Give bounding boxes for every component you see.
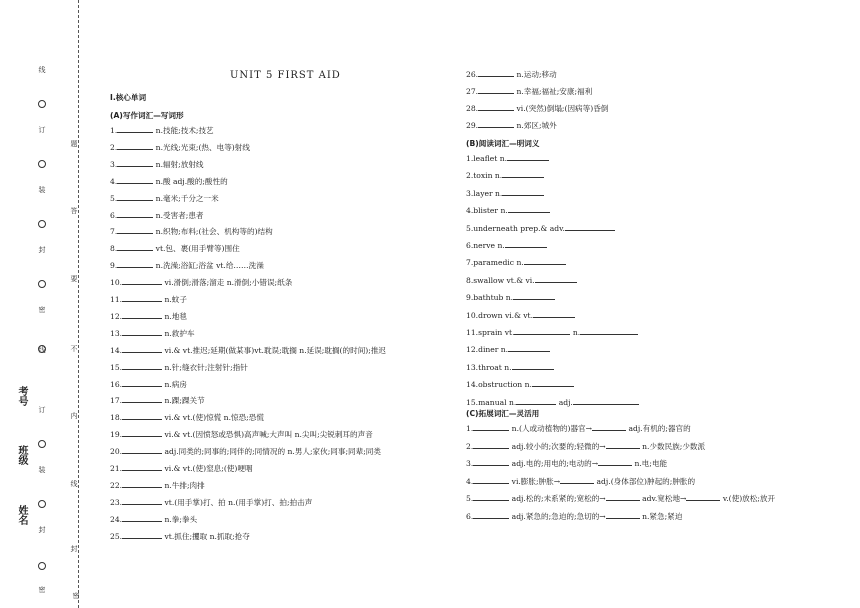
part-a-item [110, 260, 264, 271]
margin-warning-char: 要 [70, 275, 78, 282]
margin-warning-char: 封 [70, 545, 78, 552]
answer-blank[interactable] [117, 210, 153, 218]
part-a-item [110, 446, 381, 457]
item-definition: vt.包、裹(用手臂等)围住 [155, 244, 240, 254]
item-number: 18. [110, 413, 123, 423]
margin-warning-char: 不 [70, 345, 78, 352]
part-b-item [466, 170, 544, 181]
answer-blank[interactable] [606, 441, 640, 449]
item-clue: adj.紧急的;急迫的;急切的→ [511, 511, 606, 521]
item-number: 12. [110, 311, 123, 321]
item-word: 8.swallow vt.& vi. [466, 275, 535, 285]
margin-seal-char: 线 [38, 66, 46, 73]
answer-blank[interactable] [502, 170, 544, 178]
part-a-item [110, 497, 312, 508]
part-a-item [110, 480, 205, 491]
item-word: 9.bathtub n. [466, 293, 514, 303]
item-number: 13. [110, 328, 123, 338]
item-definition: vi.& vt.推迟;延期(做某事)vt.耽误;耽搁 n.延误;耽搁(的时间);推迟 [164, 345, 386, 355]
margin-warning-char: 题 [70, 140, 78, 147]
answer-blank[interactable] [505, 240, 547, 248]
item-number: 7. [110, 227, 118, 237]
part-a-item [110, 176, 228, 187]
answer-blank[interactable] [117, 260, 153, 268]
answer-blank[interactable] [122, 311, 162, 319]
part-a-heading: (A)写作词汇—写词形 [110, 111, 184, 120]
margin-seal-char: 装 [38, 186, 46, 193]
part-b-item [466, 310, 575, 321]
margin-label-name: 姓名 [16, 505, 27, 525]
answer-blank[interactable] [122, 412, 162, 420]
part-a-item [466, 69, 557, 80]
item-definition: vt.(用手掌)打、拍 n.(用手掌)打、拍;拍击声 [164, 497, 313, 507]
margin-seal-char: 线 [38, 346, 46, 353]
answer-blank[interactable] [122, 328, 162, 336]
item-clue: vi.膨胀;肿胀→ [511, 476, 561, 486]
margin-circle [38, 345, 46, 353]
item-definition: n.针;缝衣针;注射针;指针 [164, 362, 248, 372]
item-clue: adj.电的;用电的;电动的→ [511, 459, 599, 468]
item-number: 20. [110, 447, 123, 457]
margin-seal-char: 封 [38, 246, 46, 253]
item-word: 1.leaflet n. [466, 154, 508, 163]
item-clue: adj.较小的;次要的;轻微的→ [511, 441, 606, 451]
part-a-item [466, 86, 592, 97]
item-definition: n.织物;布料;(社会、机构等的)结构 [155, 227, 273, 237]
part-c-heading: (C)拓展词汇—灵活用 [466, 409, 540, 418]
item-definition: n.幸福;福祉;安康;福利 [516, 87, 593, 96]
answer-blank[interactable] [122, 446, 162, 454]
item-number: 22. [110, 480, 123, 490]
answer-blank[interactable] [117, 226, 153, 234]
part-c-item [466, 476, 695, 487]
part-a-item [110, 142, 250, 153]
answer-blank[interactable] [122, 395, 162, 403]
item-word: 3.layer n. [466, 188, 503, 198]
item-definition: adj.同类的;同事的;同伴的;同情况的 n.男人;家伙;同事;同辈;同类 [164, 447, 381, 457]
item-pos: n. [572, 328, 581, 337]
part-b-item [466, 344, 550, 355]
answer-blank[interactable] [122, 463, 162, 471]
item-definition: n.酸 adj.酸的;酸性的 [155, 176, 228, 186]
item-clue: n.少数民族;少数派 [642, 441, 706, 451]
answer-blank[interactable] [573, 397, 639, 405]
item-word: 11.sprain vt. [466, 328, 515, 337]
part-a-item [110, 125, 214, 136]
answer-blank[interactable] [533, 310, 575, 318]
answer-blank[interactable] [117, 125, 153, 133]
part-c-item [466, 458, 667, 469]
part-a-item [110, 531, 250, 542]
part-a-item [110, 311, 187, 322]
margin-seal-char: 订 [38, 406, 46, 413]
item-number: 27. [466, 87, 479, 96]
answer-blank[interactable] [478, 103, 514, 111]
part-b-item [466, 240, 547, 251]
answer-blank[interactable] [122, 379, 162, 387]
answer-blank[interactable] [560, 476, 594, 484]
part-a-item [110, 345, 386, 356]
item-number: 19. [110, 430, 123, 440]
item-definition: n.踝;踝关节 [164, 396, 205, 406]
part-a-item [110, 159, 204, 170]
answer-blank[interactable] [122, 294, 162, 302]
part-c-item [466, 493, 775, 504]
part-b-item [466, 188, 544, 199]
item-number: 3. [466, 459, 474, 468]
part-a-item [110, 226, 273, 237]
item-clue: n.紧急;紧迫 [642, 511, 683, 521]
binding-line [78, 0, 79, 608]
item-number: 1. [466, 424, 474, 433]
item-number: 4. [110, 176, 118, 186]
margin-circle [38, 440, 46, 448]
part-b-item [466, 397, 639, 408]
margin-circle [38, 280, 46, 288]
part-a-item [110, 277, 292, 288]
answer-blank[interactable] [580, 327, 638, 335]
answer-blank[interactable] [592, 423, 626, 431]
answer-blank[interactable] [513, 292, 555, 300]
part-a-item [110, 193, 219, 204]
part-b-item [466, 205, 550, 216]
answer-blank[interactable] [478, 120, 514, 128]
item-word: 4.blister n. [466, 206, 508, 216]
item-pos: adj. [558, 397, 573, 407]
item-definition: n.光线;光束;(热、电等)射线 [155, 142, 250, 152]
answer-blank[interactable] [478, 69, 514, 77]
item-clue: adj.有机的;器官的 [628, 424, 691, 433]
item-word: 10.drown vi.& vt. [466, 310, 534, 320]
part-a-item [466, 103, 608, 114]
item-number: 24. [110, 514, 123, 524]
item-definition: n.辐射;放射线 [155, 159, 204, 169]
answer-blank[interactable] [606, 493, 640, 501]
item-definition: n.技能;技术;技艺 [155, 126, 214, 135]
item-definition: n.蚊子 [164, 295, 187, 304]
item-number: 9. [110, 261, 118, 271]
item-word: 7.paramedic n. [466, 258, 524, 268]
answer-blank[interactable] [516, 397, 556, 405]
part-b-item [466, 153, 549, 164]
margin-seal-char: 装 [38, 466, 46, 473]
part-a-item [466, 120, 557, 131]
section-heading: Ⅰ.核心单词 [110, 93, 147, 102]
part-a-item [110, 395, 205, 406]
part-a-item [110, 379, 187, 390]
margin-circle [38, 160, 46, 168]
answer-blank[interactable] [122, 497, 162, 505]
part-a-item [110, 210, 204, 221]
item-definition: vi.(突然)倒塌;(因病等)昏倒 [516, 104, 609, 113]
item-definition: vt.抓住;攫取 n.抓取;抢夺 [164, 531, 250, 541]
item-number: 17. [110, 396, 123, 406]
item-word: 15.manual n. [466, 397, 517, 407]
margin-seal-char: 密 [38, 586, 46, 593]
part-a-item [110, 294, 187, 305]
item-definition: n.拳;拳头 [164, 514, 198, 524]
item-clue: n.(人或动植物的)器官→ [511, 424, 593, 433]
item-clue: n.电;电能 [634, 459, 668, 468]
answer-blank[interactable] [473, 441, 509, 449]
answer-blank[interactable] [122, 429, 162, 437]
answer-blank[interactable] [508, 344, 550, 352]
item-definition: vi.& vt.(因愤怒或恐惧)高声喊;大声叫 n.尖叫;尖锐刺耳的声音 [164, 430, 373, 440]
part-b-item [466, 257, 566, 268]
answer-blank[interactable] [565, 223, 615, 231]
answer-blank[interactable] [122, 345, 162, 353]
margin-circle [38, 220, 46, 228]
part-b-item [466, 379, 574, 390]
margin-circle [38, 562, 46, 570]
part-b-item [466, 362, 554, 373]
item-number: 2. [110, 142, 118, 152]
part-a-item [110, 429, 373, 440]
answer-blank[interactable] [532, 379, 574, 387]
part-a-item [110, 514, 197, 525]
answer-blank[interactable] [117, 193, 153, 201]
answer-blank[interactable] [535, 275, 577, 283]
answer-blank[interactable] [514, 327, 570, 335]
part-a-item [110, 243, 240, 254]
item-clue: adv.宽松地→ [642, 494, 687, 503]
part-c-item [466, 441, 705, 452]
item-number: 25. [110, 531, 123, 541]
item-number: 10. [110, 278, 123, 288]
answer-blank[interactable] [117, 243, 153, 251]
answer-blank[interactable] [507, 153, 549, 161]
item-definition: n.牛排;肉排 [164, 480, 205, 490]
item-definition: n.受害者;患者 [155, 210, 204, 220]
part-b-item [466, 327, 638, 338]
part-a-item [110, 463, 253, 474]
item-number: 16. [110, 379, 123, 389]
item-number: 6. [466, 511, 474, 521]
answer-blank[interactable] [606, 511, 640, 519]
answer-blank[interactable] [117, 159, 153, 167]
item-definition: vi.& vt.(使)惊慌 n.惊恐;恐慌 [164, 413, 264, 423]
item-clue: adj.(身体部位)肿起的;肿胀的 [596, 476, 696, 486]
answer-blank[interactable] [122, 362, 162, 370]
answer-blank[interactable] [122, 531, 162, 539]
part-a-item [110, 328, 195, 339]
item-definition: n.病房 [164, 379, 187, 389]
item-word: 13.throat n. [466, 362, 512, 372]
margin-seal-char: 密 [38, 306, 46, 313]
answer-blank[interactable] [598, 458, 632, 466]
margin-warning-char: 内 [70, 412, 78, 419]
part-c-item [466, 423, 691, 434]
answer-blank[interactable] [117, 176, 153, 184]
margin-warning-char: 答 [70, 207, 78, 214]
item-word: 2.toxin n. [466, 171, 503, 181]
page-title: UNIT 5 FIRST AID [230, 70, 341, 81]
margin-label-exam-no: 考号 [16, 386, 27, 406]
answer-blank[interactable] [508, 205, 550, 213]
answer-blank[interactable] [512, 362, 554, 370]
answer-blank[interactable] [524, 257, 566, 265]
item-number: 6. [110, 210, 118, 220]
margin-circle [38, 500, 46, 508]
item-number: 1. [110, 126, 118, 135]
part-b-item [466, 275, 577, 286]
part-b-heading: (B)阅读词汇—明词义 [466, 139, 540, 148]
margin-circle [38, 100, 46, 108]
item-word: 5.underneath prep.& adv. [466, 223, 565, 233]
answer-blank[interactable] [122, 277, 162, 285]
item-number: 4. [466, 476, 474, 486]
margin-seal-char: 订 [38, 126, 46, 133]
item-number: 11. [110, 295, 123, 304]
item-definition: n.毫米;千分之一米 [155, 193, 219, 203]
item-number: 26. [466, 70, 479, 79]
item-number: 3. [110, 159, 118, 169]
item-word: 12.diner n. [466, 345, 509, 355]
answer-blank[interactable] [473, 423, 509, 431]
answer-blank[interactable] [122, 514, 162, 522]
item-number: 8. [110, 244, 118, 254]
answer-blank[interactable] [502, 188, 544, 196]
item-number: 5. [110, 193, 118, 203]
answer-blank[interactable] [473, 511, 509, 519]
answer-blank[interactable] [478, 86, 514, 94]
item-number: 28. [466, 104, 479, 113]
answer-blank[interactable] [117, 142, 153, 150]
item-number: 14. [110, 345, 123, 355]
item-word: 14.obstruction n. [466, 380, 532, 390]
item-number: 2. [466, 441, 474, 451]
item-clue: v.(使)放松;放开 [722, 494, 776, 503]
margin-seal-char: 密 [72, 592, 80, 599]
answer-blank[interactable] [473, 476, 509, 484]
part-b-item [466, 292, 555, 303]
margin-label-class: 班级 [16, 445, 27, 465]
item-number: 29. [466, 121, 479, 130]
item-definition: n.洗澡;浴缸;浴盆 vt.给……洗澡 [155, 261, 264, 271]
item-definition: vi.& vt.(使)窒息;(使)哽咽 [164, 464, 253, 473]
margin-warning-char: 线 [70, 480, 78, 487]
item-definition: n.救护车 [164, 328, 195, 338]
part-b-item [466, 223, 615, 234]
answer-blank[interactable] [122, 480, 162, 488]
part-c-item [466, 511, 682, 522]
answer-blank[interactable] [686, 493, 720, 501]
item-definition: n.运动;移动 [516, 70, 557, 79]
answer-blank[interactable] [473, 458, 509, 466]
item-word: 6.nerve n. [466, 241, 505, 250]
margin-seal-char: 封 [38, 526, 46, 533]
item-definition: n.郊区;城外 [516, 121, 557, 130]
part-a-item [110, 362, 248, 373]
item-number: 5. [466, 494, 474, 503]
answer-blank[interactable] [473, 493, 509, 501]
item-number: 23. [110, 497, 123, 507]
item-number: 15. [110, 362, 123, 372]
item-definition: vi.滑倒;滑落;溜走 n.滑倒;小错误;纸条 [164, 278, 293, 288]
item-definition: n.地毯 [164, 311, 187, 321]
item-number: 21. [110, 464, 123, 473]
part-a-item [110, 412, 264, 423]
item-clue: adj.松的;未系紧的;宽松的→ [511, 494, 606, 503]
